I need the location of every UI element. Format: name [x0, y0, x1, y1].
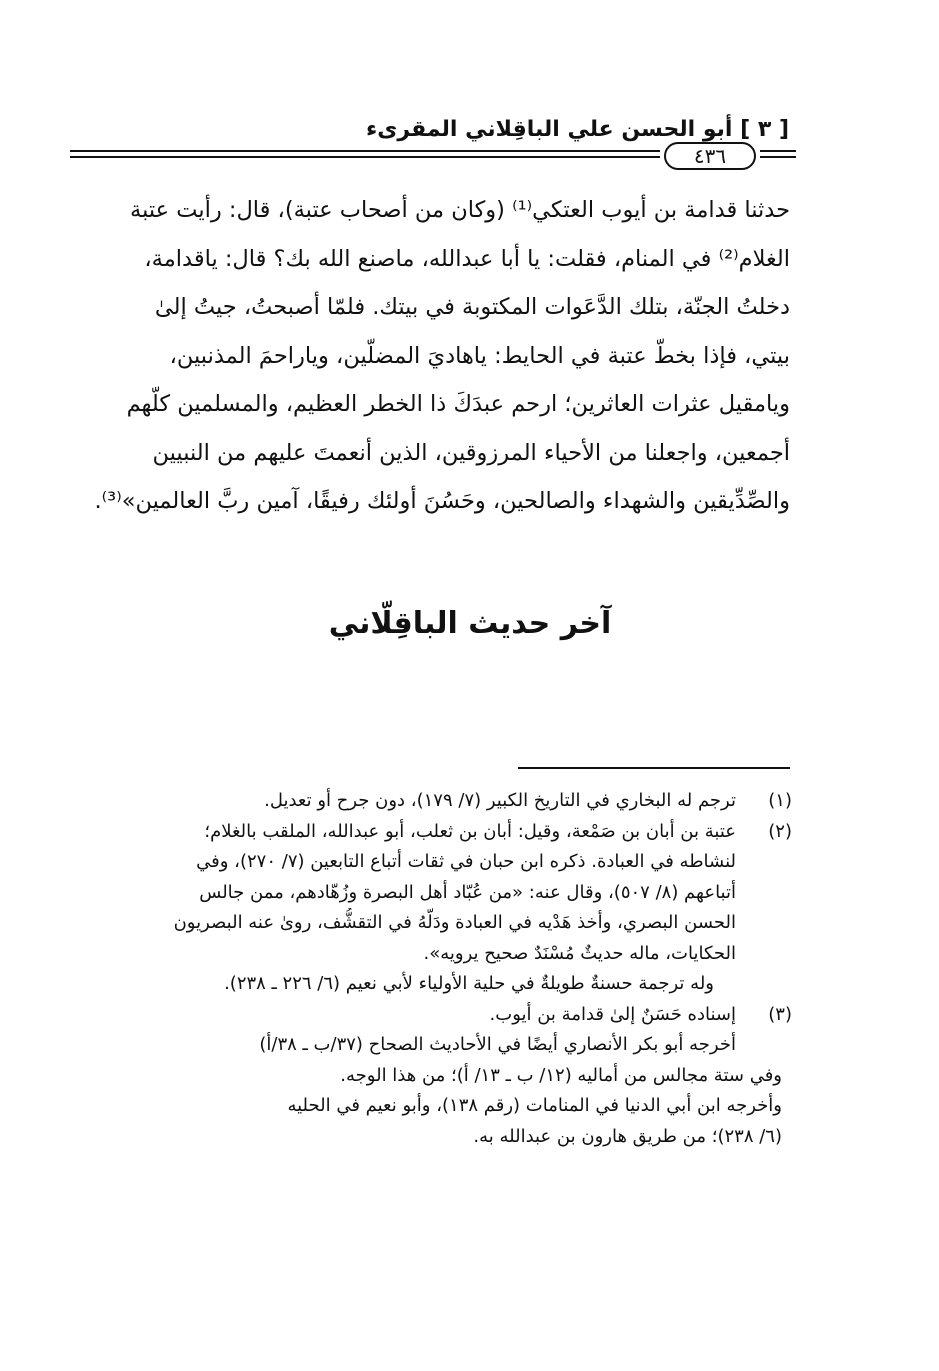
text-line: الغلام⁽²⁾ في المنام، فقلت: يا أبا عبدالله، ماصنع الله بك؟ قال: ياقدامة، [144, 245, 790, 272]
footnote-2 [70, 817, 792, 1000]
text-line: حدثنا قدامة بن أيوب العتكي⁽¹⁾ (وكان من أصحاب عتبة)، قال: رأيت عتبة [130, 197, 790, 223]
footnote-line: الحسن البصري، وأخذ هَدْيه في العبادة ودَلَّهُ في التقشُّف، روىٰ عنه البصريون [173, 912, 736, 933]
footnote-line: أتباعهم (٨/ ٥٠٧)، وقال عنه: «من عُبّاد أهل البصرة وزُهّادهم، ممن جالس [199, 881, 736, 903]
footnote-number: (١) [768, 790, 792, 811]
text-line: دخلتُ الجنّة، بتلك الدَّعَوات المكتوبة في بيتك. فلمّا أصبحتُ، جيتُ إلىٰ [154, 294, 790, 320]
footnote-line: لنشاطه في العبادة. ذكره ابن حبان في ثقات أتباع التابعين (٧/ ٢٧٠)، وفي [196, 851, 736, 872]
footnote-3 [70, 1000, 792, 1153]
main-text [70, 186, 790, 526]
footnote-line: أخرجه أبو بكر الأنصاري أيضًا في الأحاديث الصحاح (٣٧/ب ـ ٣٨/أ) [259, 1034, 736, 1055]
footnote-extra: وله ترجمة حسنةٌ طويلةٌ في حلية الأولياء لأبي نعيم (٦/ ٢٢٦ ـ ٢٣٨). [224, 973, 714, 994]
footnote-line: الحكايات، ماله حديثٌ مُسْنَدٌ صحيح يرويه». [423, 942, 736, 964]
header-rule [760, 150, 796, 152]
footnote-number: (٣) [768, 1003, 792, 1025]
section-heading: آخر حديث الباقِلّاني [328, 606, 612, 641]
header-rule [70, 150, 660, 152]
footnote-line: وفي ستة مجالس من أماليه (١٢/ ب ـ ١٣/ أ)؛ من هذا الوجه. [340, 1064, 782, 1086]
footnote-number: (٢) [768, 820, 792, 842]
footnote-line: إسناده حَسَنٌ إلىٰ قدامة بن أيوب. [489, 1003, 736, 1025]
footnotes [70, 786, 792, 1152]
running-title: [ ٣ ] أبو الحسن علي الباقِلاني المقرىء [365, 117, 789, 142]
footnote-separator [518, 767, 790, 769]
text-line: ويامقيل عثرات العاثرين؛ ارحم عبدَكَ ذا الخطر العظيم، والمسلمين كلّهم [126, 391, 790, 417]
text-line: بيتي، فإذا بخطّ عتبة في الحايط: ياهاديَ المضلّين، وياراحمَ المذنبين، [169, 342, 790, 369]
footnote-line: ترجم له البخاري في التاريخ الكبير (٧/ ١٧٩)، دون جرح أو تعديل. [264, 790, 736, 811]
header-rule [70, 156, 660, 158]
text-line: والصِّدِّيقين والشهداء والصالحين، وحَسُنَ أولئك رفيقًا، آمين ربَّ العالمين»⁽³⁾. [94, 488, 790, 514]
footnote-line: عتبة بن أبان بن صَمْعة، وقيل: أبان بن ثعلب، أبو عبدالله، الملقب بالغلام؛ [204, 820, 736, 842]
footnote-line: (٦/ ٢٣٨)؛ من طريق هارون بن عبدالله به. [473, 1125, 782, 1147]
footnote-line: وأخرجه ابن أبي الدنيا في المنامات (رقم ١٣٨)، وأبو نعيم في الحليه [287, 1095, 782, 1116]
header-rule [760, 156, 796, 158]
footnote-1 [70, 786, 792, 817]
text-line: أجمعين، واجعلنا من الأحياء المرزوقين، الذين أنعمتَ عليهم من النبيين [152, 439, 790, 466]
page-number: ٤٣٦ [664, 142, 756, 170]
